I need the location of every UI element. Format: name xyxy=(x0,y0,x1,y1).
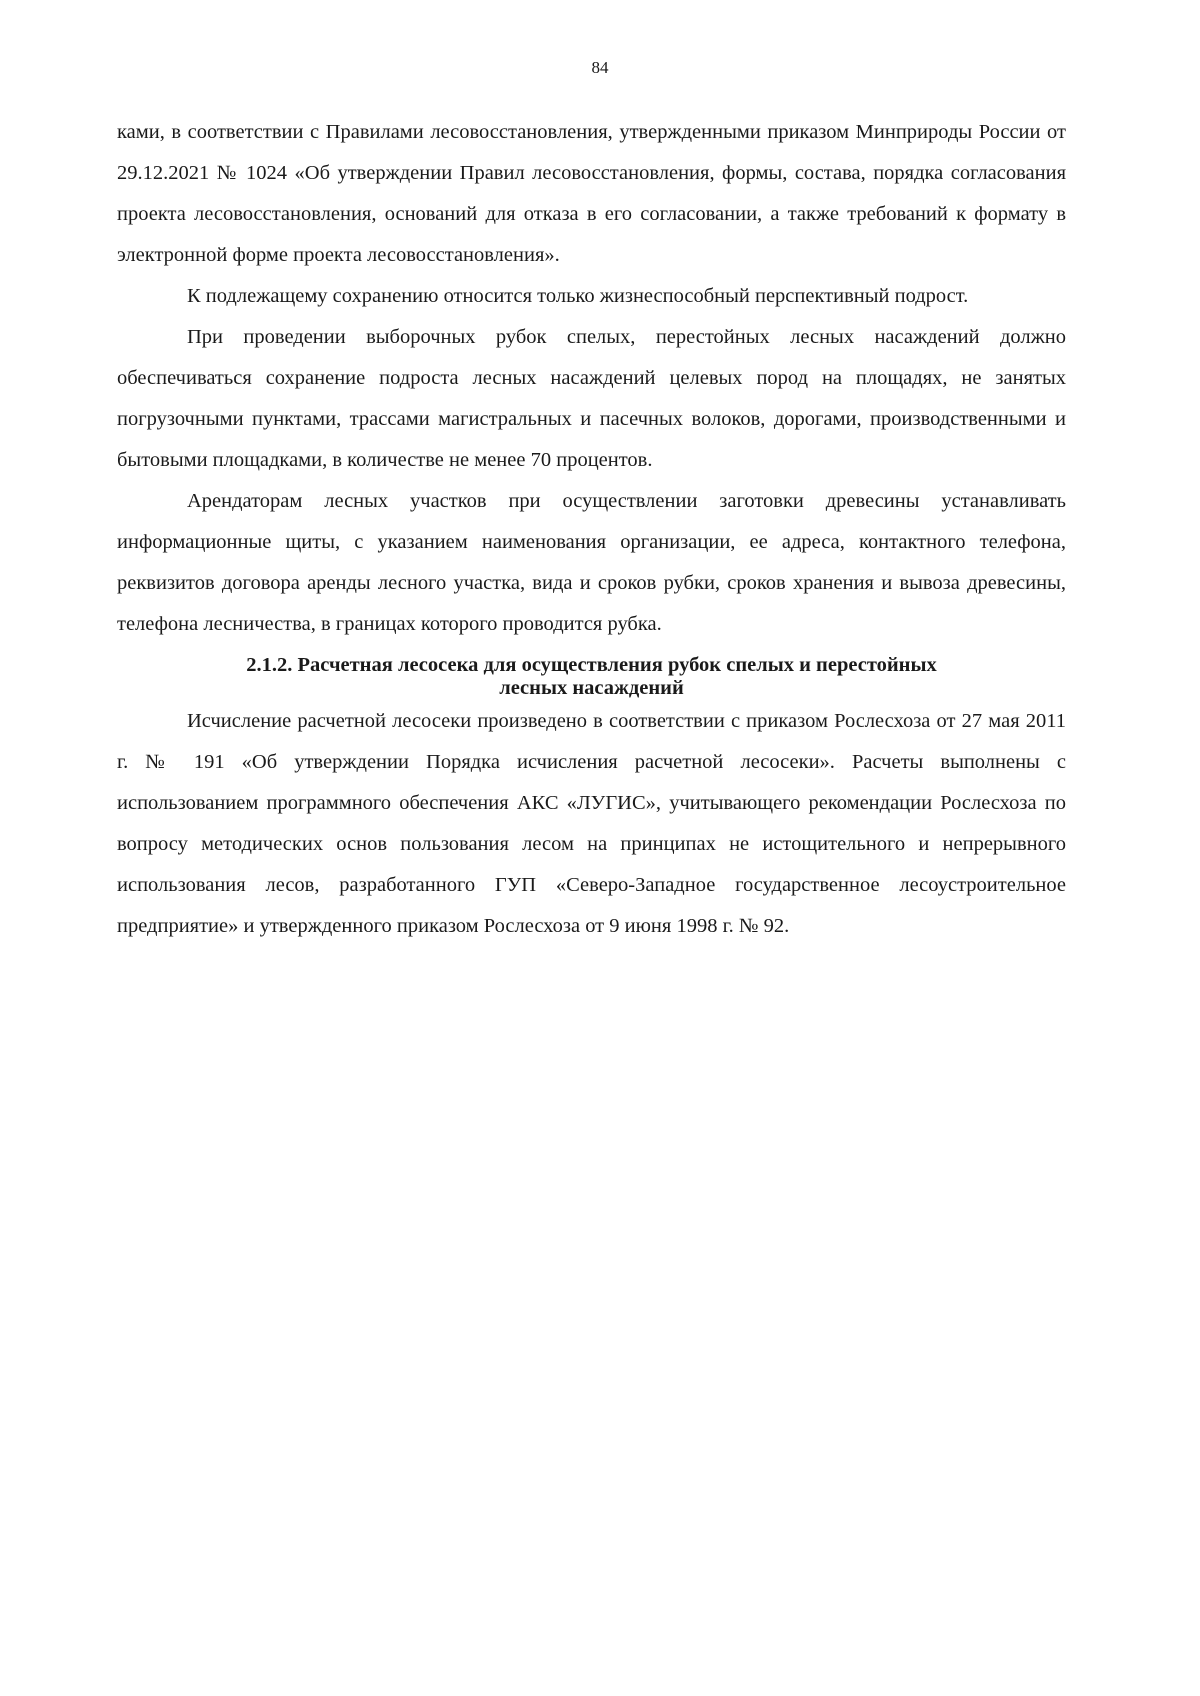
paragraph-calculation: Исчисление расчетной лесосеки произведено в соответствии с приказом Рослесхоза от 27 мая 2011 г. № 191 «Об утверждении Порядка исчисления расчетной лесосеки». Расчеты выполнены с использованием программного обеспечения АКС «ЛУГИС», учитывающего рекомендации Рослесхоза по вопросу методических основ пользования лесом на принципах не истощительного и непрерывного использования лесов, разработанного ГУП «Северо-Западное государственное лесоустроительное предприятие» и утвержденного приказом Рослесхоза от 9 июня 1998 г. № 92. xyxy=(117,710,1066,937)
section-heading-line-2: лесных насаждений xyxy=(499,677,684,699)
paragraph-selective-cutting: При проведении выборочных рубок спелых, перестойных лесных насаждений должно обеспечиваться сохранение подроста лесных насаждений целевых пород на площадях, не занятых погрузочными пунктами, трассами магистральных и пасечных волоков, дорогами, производственными и бытовыми площадками, в количестве не менее 70 процентов. xyxy=(117,326,1066,471)
paragraph-continuation: ками, в соответствии с Правилами лесовосстановления, утвержденными приказом Минприроды России от 29.12.2021 № 1024 «Об утверждении Правил лесовосстановления, формы, состава, порядка согласования проекта лесовосстановления, оснований для отказа в его согласовании, а также требований к формату в электронной форме проекта лесовосстановления». xyxy=(117,121,1066,266)
paragraph-undergrowth: К подлежащему сохранению относится только жизнеспособный перспективный подрост. xyxy=(187,285,969,307)
section-heading xyxy=(117,645,1066,701)
paragraph-tenants: Арендаторам лесных участков при осуществлении заготовки древесины устанавливать информационные щиты, с указанием наименования организации, ее адреса, контактного телефона, реквизитов договора аренды лесного участка, вида и сроков рубки, сроков хранения и вывоза древесины, телефона лесничества, в границах которого проводится рубка. xyxy=(117,490,1066,635)
section-heading-line-1: 2.1.2. Расчетная лесосека для осуществления рубок спелых и перестойных xyxy=(246,654,937,676)
page-body xyxy=(117,112,1066,947)
page-number: 84 xyxy=(591,58,609,77)
